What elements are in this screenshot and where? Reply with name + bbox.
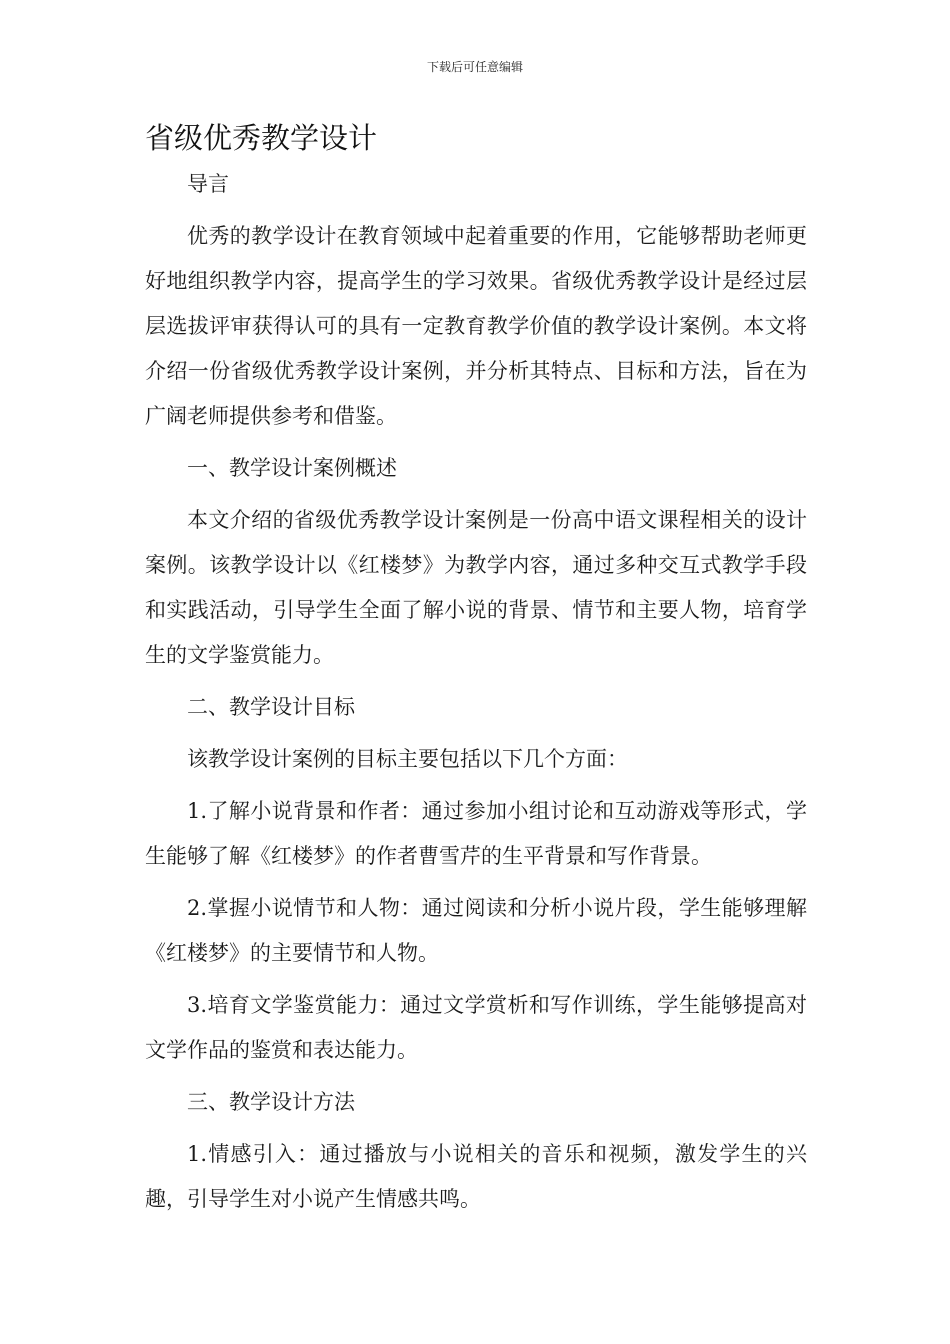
paragraph-overview: 本文介绍的省级优秀教学设计案例是一份高中语文课程相关的设计案例。该教学设计以《红楼梦》为教学内容，通过多种交互式教学手段和实践活动，引导学生全面了解小说的背景、情节和主要人物，培育学生的文学鉴赏能力。 [145, 508, 807, 667]
section-heading-overview: 一、教学设计案例概述 [187, 456, 397, 480]
document-body [145, 162, 807, 1229]
list-item-goal-3: 3.培育文学鉴赏能力：通过文学赏析和写作训练，学生能够提高对文学作品的鉴赏和表达能力。 [145, 993, 807, 1062]
header-note: 下载后可任意编辑 [426, 60, 523, 74]
list-item-goal-1: 1.了解小说背景和作者：通过参加小组讨论和互动游戏等形式，学生能够了解《红楼梦》的作者曹雪芹的生平背景和写作背景。 [145, 799, 807, 868]
section-heading-goals: 二、教学设计目标 [187, 695, 355, 719]
paragraph-goals-lead: 该教学设计案例的目标主要包括以下几个方面： [187, 747, 628, 771]
document-title: 省级优秀教学设计 [145, 121, 378, 155]
list-item-method-1: 1.情感引入：通过播放与小说相关的音乐和视频，激发学生的兴趣，引导学生对小说产生情感共鸣。 [145, 1142, 807, 1211]
section-heading-intro: 导言 [187, 172, 229, 196]
paragraph-intro: 优秀的教学设计在教育领域中起着重要的作用，它能够帮助老师更好地组织教学内容，提高学生的学习效果。省级优秀教学设计是经过层层选拔评审获得认可的具有一定教育教学价值的教学设计案例。本文将介绍一份省级优秀教学设计案例，并分析其特点、目标和方法，旨在为广阔老师提供参考和借鉴。 [145, 224, 807, 428]
list-item-goal-2: 2.掌握小说情节和人物：通过阅读和分析小说片段，学生能够理解《红楼梦》的主要情节和人物。 [145, 896, 807, 965]
section-heading-methods: 三、教学设计方法 [187, 1090, 355, 1114]
